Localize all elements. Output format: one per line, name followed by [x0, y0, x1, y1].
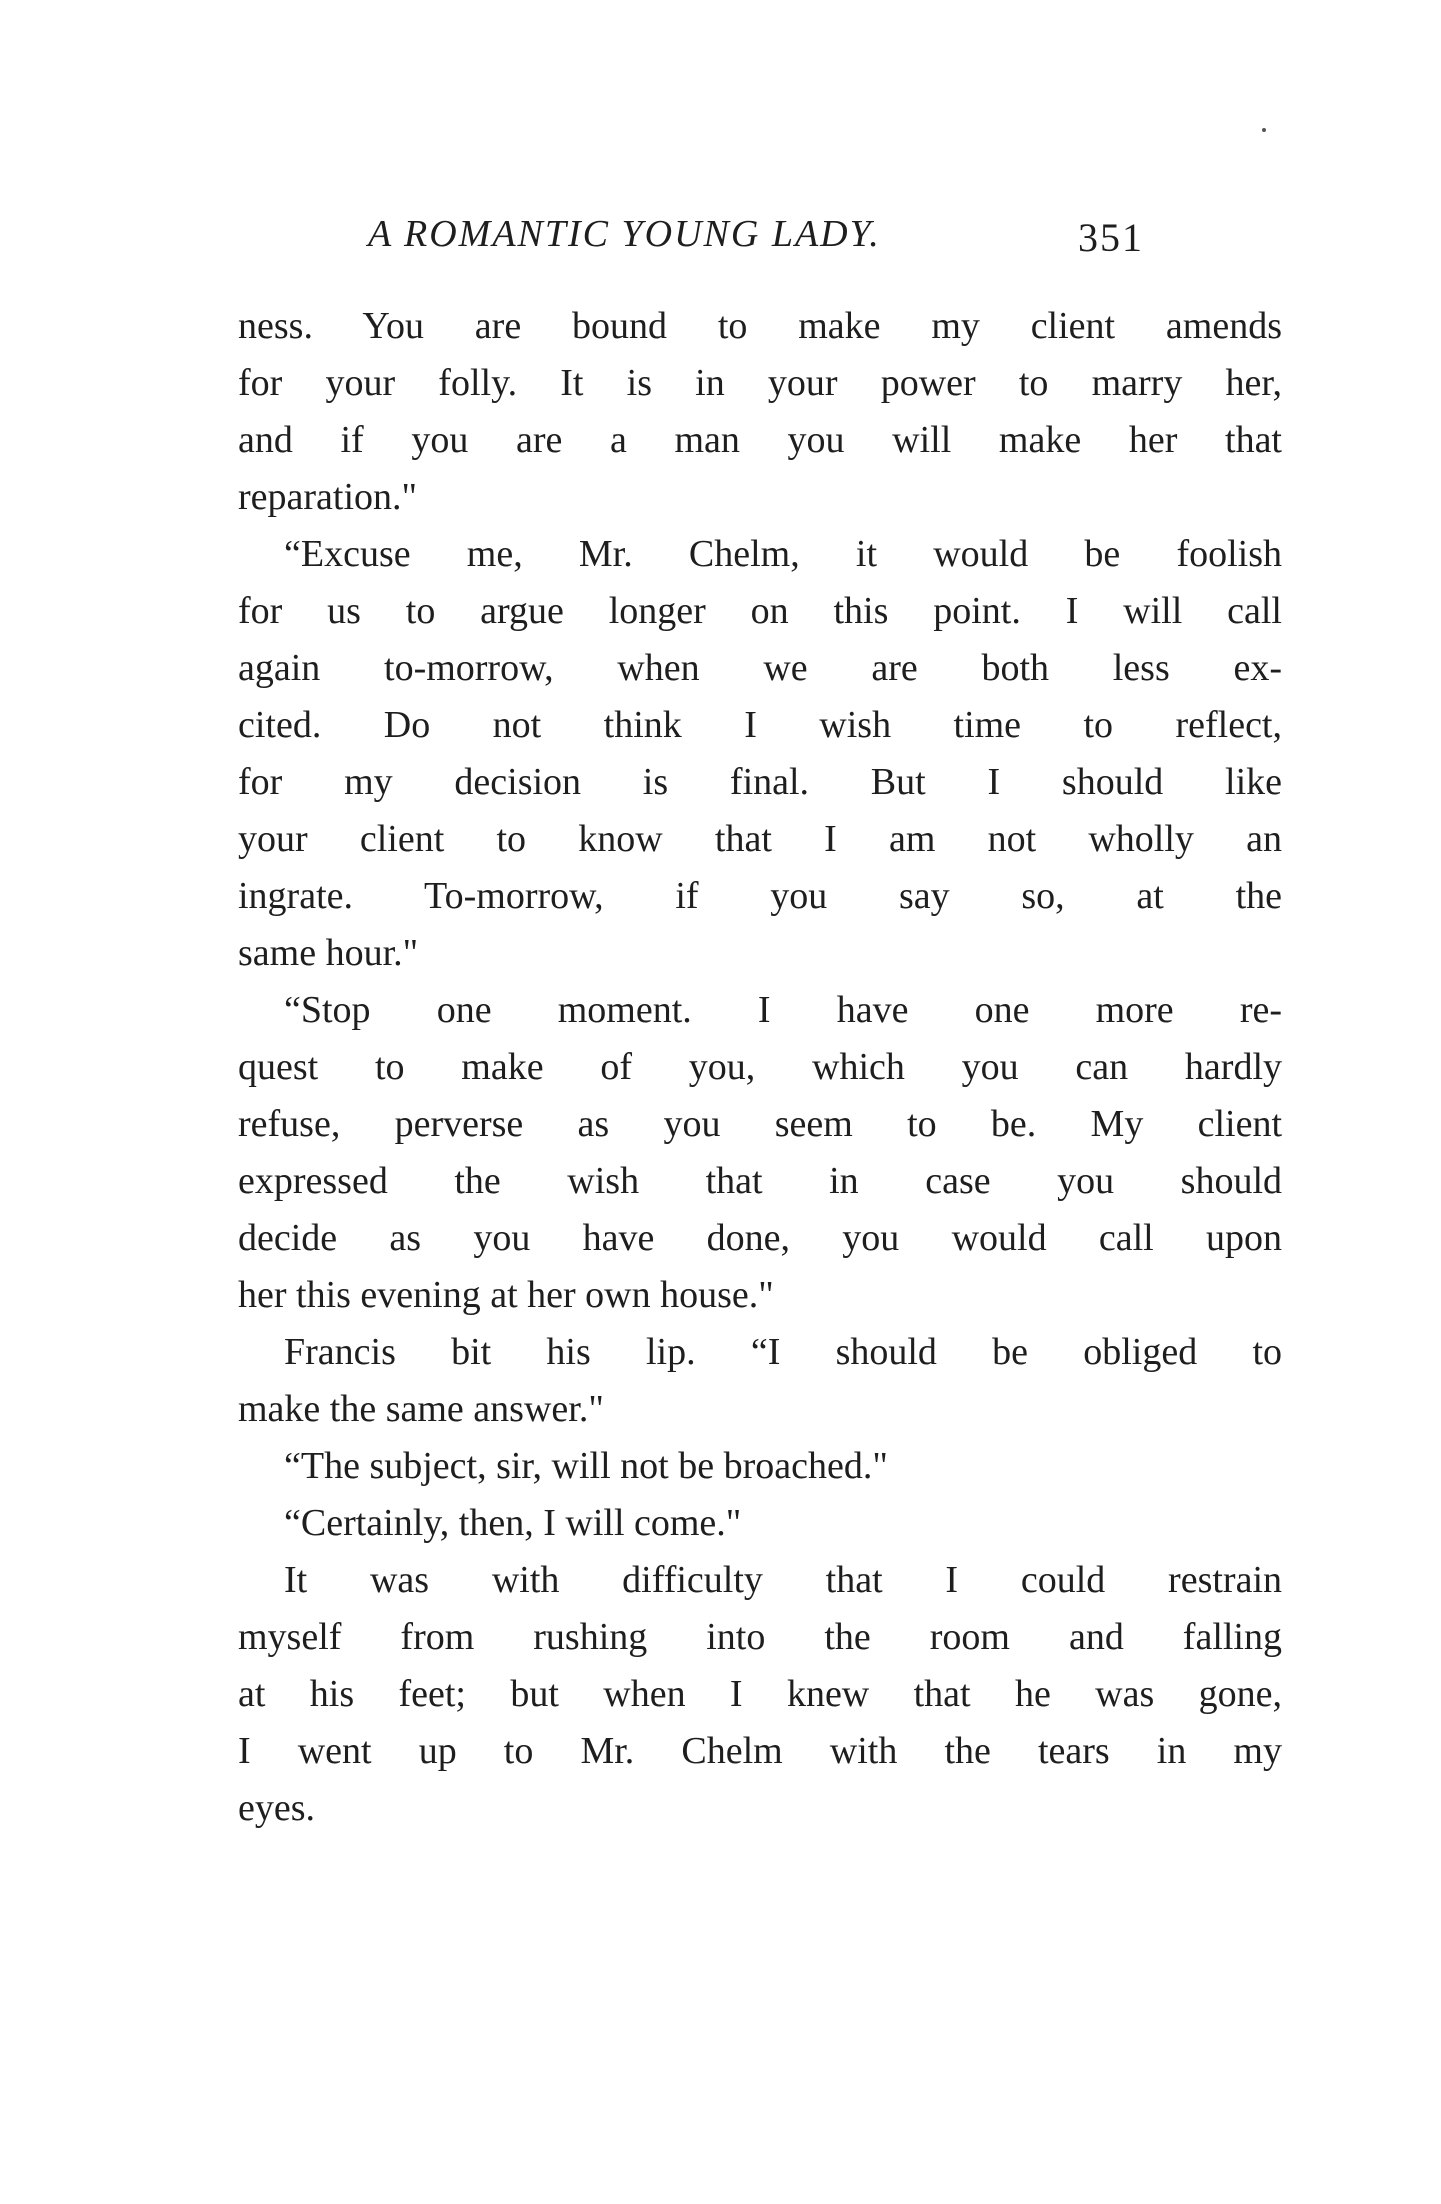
text-line: and if you are a man you will make her that — [238, 419, 1282, 461]
page-number: 351 — [1078, 215, 1144, 260]
text-line: “The subject, sir, will not be broached." — [284, 1445, 888, 1487]
text-line: It was with difficulty that I could restrain — [284, 1559, 1282, 1601]
text-line: refuse, perverse as you seem to be. My client — [238, 1103, 1282, 1145]
text-line: reparation." — [238, 476, 418, 518]
text-line: her this evening at her own house." — [238, 1274, 774, 1316]
text-line: decide as you have done, you would call upon — [238, 1217, 1282, 1259]
text-line: your client to know that I am not wholly an — [238, 818, 1282, 860]
text-line: “Stop one moment. I have one more re- — [284, 989, 1282, 1031]
text-line: ingrate. To-morrow, if you say so, at the — [238, 875, 1282, 917]
text-line: make the same answer." — [238, 1388, 604, 1430]
body-text — [238, 298, 1282, 1837]
text-line: at his feet; but when I knew that he was gone, — [238, 1673, 1282, 1715]
text-line: ness. You are bound to make my client amends — [238, 305, 1282, 347]
text-line: Francis bit his lip. “I should be obliged to — [284, 1331, 1282, 1373]
text-line: cited. Do not think I wish time to reflect, — [238, 704, 1282, 746]
text-line: for your folly. It is in your power to marry her, — [238, 362, 1282, 404]
text-line: same hour." — [238, 932, 419, 974]
text-line: “Excuse me, Mr. Chelm, it would be foolish — [284, 533, 1282, 575]
text-line: quest to make of you, which you can hardly — [238, 1046, 1282, 1088]
text-line: eyes. — [238, 1787, 316, 1829]
text-line: for us to argue longer on this point. I will call — [238, 590, 1282, 632]
text-line: again to-morrow, when we are both less ex- — [238, 647, 1282, 689]
text-line: “Certainly, then, I will come." — [284, 1502, 742, 1544]
margin-speck — [1262, 128, 1266, 132]
running-title: A ROMANTIC YOUNG LADY. — [368, 213, 881, 255]
text-line: myself from rushing into the room and falling — [238, 1616, 1282, 1658]
text-line: expressed the wish that in case you should — [238, 1160, 1282, 1202]
text-line: I went up to Mr. Chelm with the tears in my — [238, 1730, 1282, 1772]
text-line: for my decision is final. But I should like — [238, 761, 1282, 803]
